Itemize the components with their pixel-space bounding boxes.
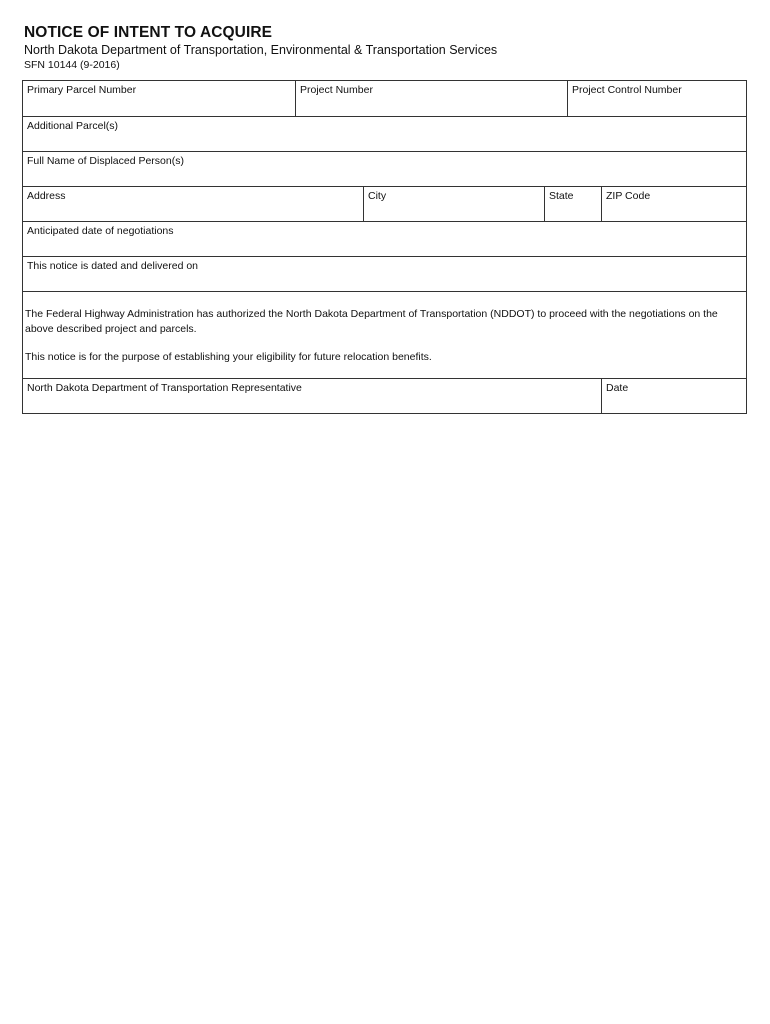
- negotiation-date-field[interactable]: [27, 239, 742, 253]
- zip-label: ZIP Code: [606, 190, 651, 202]
- project-control-cell: [567, 81, 746, 116]
- form-row-displaced-person: [23, 151, 746, 186]
- notice-text-block: [23, 291, 746, 378]
- displaced-person-label: Full Name of Displaced Person(s): [27, 155, 184, 167]
- primary-parcel-field[interactable]: [27, 99, 291, 113]
- form-row-additional-parcels: [23, 116, 746, 151]
- form-row-negotiation-date: [23, 221, 746, 256]
- authorization-paragraph: The Federal Highway Administration has authorized the North Dakota Department of Transportation (NDDOT) to proceed with the negotiations on the above described project and parcels.: [25, 308, 718, 335]
- project-control-field[interactable]: [572, 99, 742, 113]
- state-cell: [544, 187, 601, 221]
- displaced-person-cell: [23, 152, 746, 186]
- state-label: State: [549, 190, 574, 202]
- city-field[interactable]: [368, 204, 540, 218]
- project-number-cell: [295, 81, 567, 116]
- form-row-address: [23, 186, 746, 221]
- signature-date-label: Date: [606, 382, 629, 394]
- negotiation-date-cell: [23, 222, 746, 256]
- form-row-representative: [23, 378, 746, 413]
- displaced-person-field[interactable]: [27, 169, 742, 183]
- signature-date-field[interactable]: [606, 396, 742, 410]
- representative-cell: [23, 379, 601, 413]
- primary-parcel-label: Primary Parcel Number: [27, 84, 137, 96]
- additional-parcels-field[interactable]: [27, 134, 742, 148]
- representative-label: North Dakota Department of Transportation Representative: [27, 382, 302, 394]
- delivered-date-field[interactable]: [27, 274, 742, 288]
- signature-date-cell: [601, 379, 746, 413]
- city-cell: [363, 187, 544, 221]
- address-field[interactable]: [27, 204, 359, 218]
- zip-field[interactable]: [606, 204, 742, 218]
- form-code: SFN 10144 (9-2016): [24, 59, 120, 71]
- primary-parcel-cell: [23, 81, 295, 116]
- page-title: NOTICE OF INTENT TO ACQUIRE: [24, 24, 273, 41]
- project-number-label: Project Number: [300, 84, 373, 96]
- zip-cell: [601, 187, 746, 221]
- delivered-date-cell: [23, 257, 746, 291]
- department-subtitle: North Dakota Department of Transportation, Environmental & Transportation Services: [24, 43, 498, 57]
- form-row-delivered-date: [23, 256, 746, 291]
- address-cell: [23, 187, 363, 221]
- form-row-parcel-project: [23, 81, 746, 116]
- project-number-field[interactable]: [300, 99, 563, 113]
- additional-parcels-label: Additional Parcel(s): [27, 120, 119, 132]
- acquisition-form: [22, 80, 747, 414]
- additional-parcels-cell: [23, 117, 746, 151]
- state-field[interactable]: [549, 204, 597, 218]
- eligibility-paragraph: This notice is for the purpose of establishing your eligibility for future relocation benefits.: [25, 351, 432, 363]
- negotiation-date-label: Anticipated date of negotiations: [27, 225, 174, 237]
- delivered-date-label: This notice is dated and delivered on: [27, 260, 199, 272]
- city-label: City: [368, 190, 387, 202]
- address-label: Address: [27, 190, 66, 202]
- project-control-label: Project Control Number: [572, 84, 682, 96]
- representative-field[interactable]: [27, 396, 597, 410]
